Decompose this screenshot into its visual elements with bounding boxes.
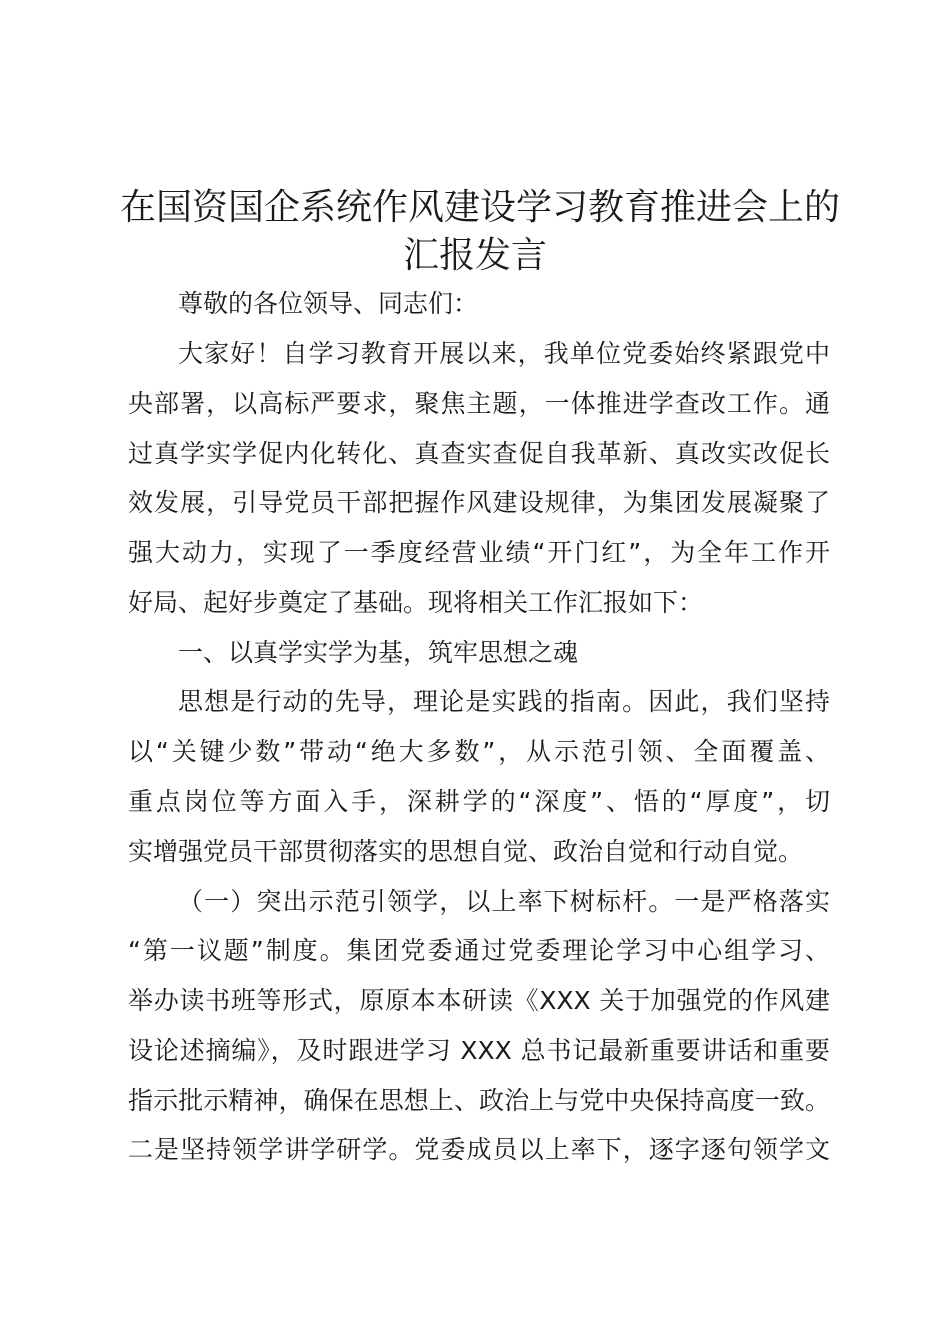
paragraph-3-line-3: 举办读书班等形式，原原本本研读《XXX 关于加强党的作风建 [128, 986, 830, 1015]
paragraph-2-line-2: 以“关键少数”带动“绝大多数”，从示范引领、全面覆盖、 [128, 737, 830, 766]
paragraph-3-line-5: 指示批示精神，确保在思想上、政治上与党中央保持高度一致。 [128, 1086, 830, 1115]
paragraph-1-line-2: 央部署，以高标严要求，聚焦主题，一体推进学查改工作。通 [128, 389, 830, 418]
salutation: 尊敬的各位领导、同志们： [178, 289, 479, 318]
paragraph-1-line-3: 过真学实学促内化转化、真查实查促自我革新、真改实改促长 [128, 439, 830, 468]
paragraph-2-line-4: 实增强党员干部贯彻落实的思想自觉、政治自觉和行动自觉。 [128, 837, 804, 866]
section-1-heading: 一、以真学实学为基，筑牢思想之魂 [178, 638, 579, 667]
paragraph-3-line-1: （一）突出示范引领学，以上率下树标杆。一是严格落实 [178, 887, 830, 916]
paragraph-2-line-3: 重点岗位等方面入手，深耕学的“深度”、悟的“厚度”，切 [128, 787, 830, 816]
paragraph-2-line-1: 思想是行动的先导，理论是实践的指南。因此，我们坚持 [178, 687, 830, 716]
paragraph-3-line-4: 设论述摘编》，及时跟进学习 XXX 总书记最新重要讲话和重要 [128, 1036, 830, 1065]
paragraph-3-line-6: 二是坚持领学讲学研学。党委成员以上率下，逐字逐句领学文 [128, 1135, 830, 1164]
paragraph-3-line-2: “第一议题”制度。集团党委通过党委理论学习中心组学习、 [128, 936, 830, 965]
paragraph-1-line-5: 强大动力，实现了一季度经营业绩“开门红”，为全年工作开 [128, 538, 830, 567]
paragraph-1-line-6: 好局、起好步奠定了基础。现将相关工作汇报如下： [128, 588, 704, 617]
document-title-line-1: 在国资国企系统作风建设学习教育推进会上的 [120, 187, 841, 228]
paragraph-1-line-1: 大家好！自学习教育开展以来，我单位党委始终紧跟党中 [178, 339, 830, 368]
document-title-line-2: 汇报发言 [402, 235, 547, 276]
paragraph-1-line-4: 效发展，引导党员干部把握作风建设规律，为集团发展凝聚了 [128, 488, 830, 517]
